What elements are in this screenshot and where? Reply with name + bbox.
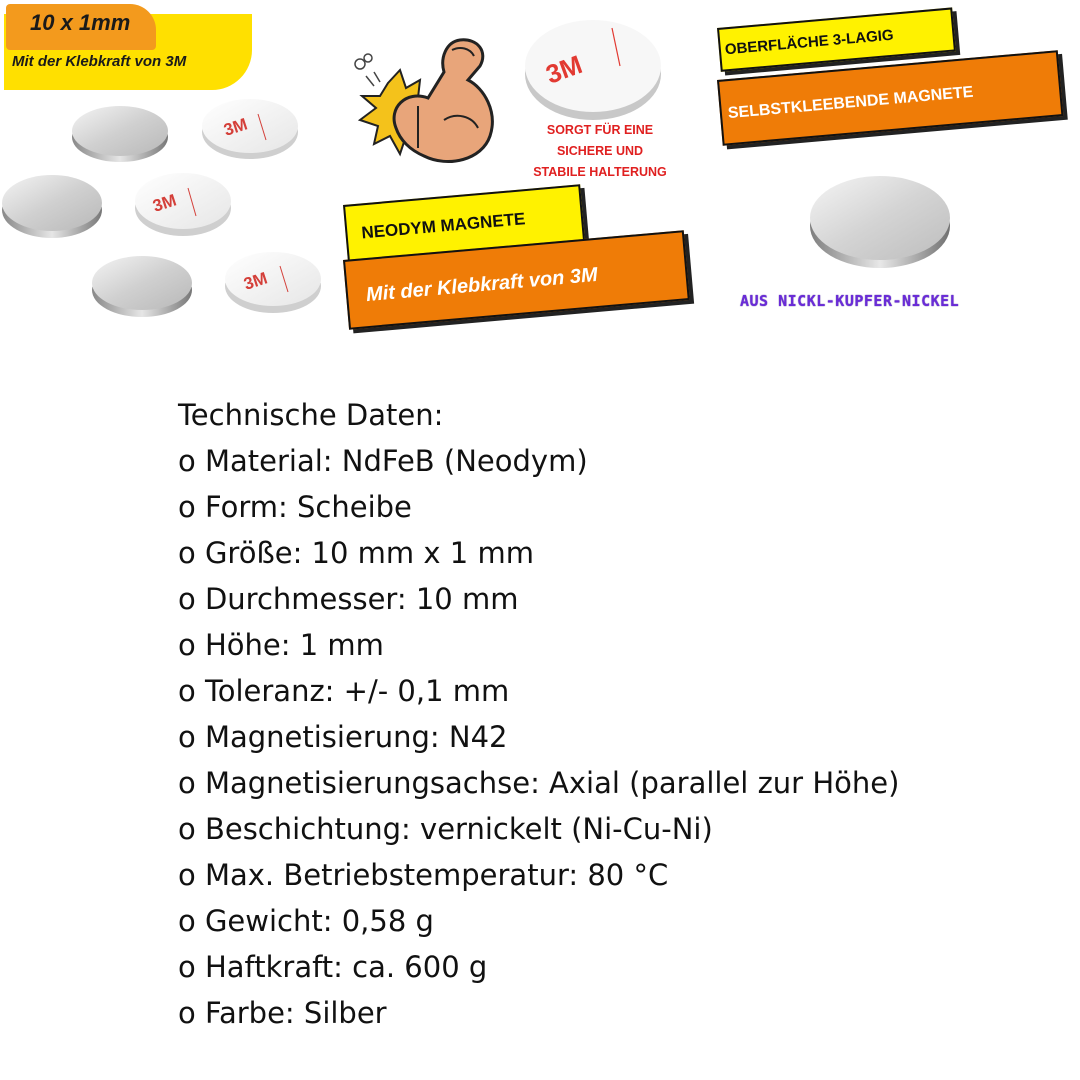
- spec-item: o Magnetisierungsachse: Axial (parallel zur Höhe): [178, 766, 900, 800]
- sticker-3m-mark: 3M: [221, 114, 250, 140]
- stability-line: STABILE HALTERUNG: [533, 165, 667, 179]
- magnet-disc: [92, 256, 192, 317]
- adhesive-disc-large: [520, 18, 670, 128]
- badge-size-label: 10 x 1mm: [30, 10, 131, 35]
- neodym-banner: NEODYM MAGNETE: [343, 184, 586, 268]
- selbstklebend-banner: SELBSTKLEEBENDE MAGNETE: [717, 50, 1063, 146]
- spec-item: o Haftkraft: ca. 600 g: [178, 950, 488, 984]
- spec-item: o Höhe: 1 mm: [178, 628, 384, 662]
- strong-arm-icon: [348, 28, 508, 183]
- spec-item: o Max. Betriebstemperatur: 80 °C: [178, 858, 669, 892]
- sticker-3m-mark: 3M: [541, 49, 586, 90]
- magnet-cluster-image: [0, 80, 340, 330]
- sticker-3m-mark: 3M: [241, 268, 270, 294]
- spec-item: o Durchmesser: 10 mm: [178, 582, 519, 616]
- spec-item: o Gewicht: 0,58 g: [178, 904, 434, 938]
- adhesive-disc: [135, 173, 231, 236]
- spec-heading: Technische Daten:: [178, 398, 444, 432]
- spec-list: [178, 392, 899, 1036]
- magnet-disc-large: [806, 168, 956, 272]
- klebkraft-banner: Mit der Klebkraft von 3M: [343, 230, 690, 330]
- adhesive-disc: [225, 252, 321, 313]
- magnet-disc: [2, 175, 102, 238]
- spec-item: o Form: Scheibe: [178, 490, 412, 524]
- spec-item: o Toleranz: +/- 0,1 mm: [178, 674, 510, 708]
- magnet-disc: [72, 106, 168, 162]
- stability-text: [520, 120, 680, 183]
- spec-item: o Material: NdFeB (Neodym): [178, 444, 588, 478]
- spec-item: o Magnetisierung: N42: [178, 720, 508, 754]
- stability-line: SICHERE UND: [556, 144, 644, 158]
- spec-item: o Beschichtung: vernickelt (Ni-Cu-Ni): [178, 812, 713, 846]
- spec-item: o Größe: 10 mm x 1 mm: [178, 536, 534, 570]
- spec-item: o Farbe: Silber: [178, 996, 387, 1030]
- badge-subtitle: Mit der Klebkraft von 3M: [12, 53, 187, 70]
- stability-line: SORGT FÜR EINE: [546, 123, 654, 137]
- oberflaeche-banner: OBERFLÄCHE 3-LAGIG: [717, 7, 956, 71]
- coating-label: AUS NICKL-KUPFER-NICKEL: [740, 292, 960, 310]
- adhesive-disc: [202, 99, 298, 159]
- sticker-3m-mark: 3M: [150, 190, 179, 216]
